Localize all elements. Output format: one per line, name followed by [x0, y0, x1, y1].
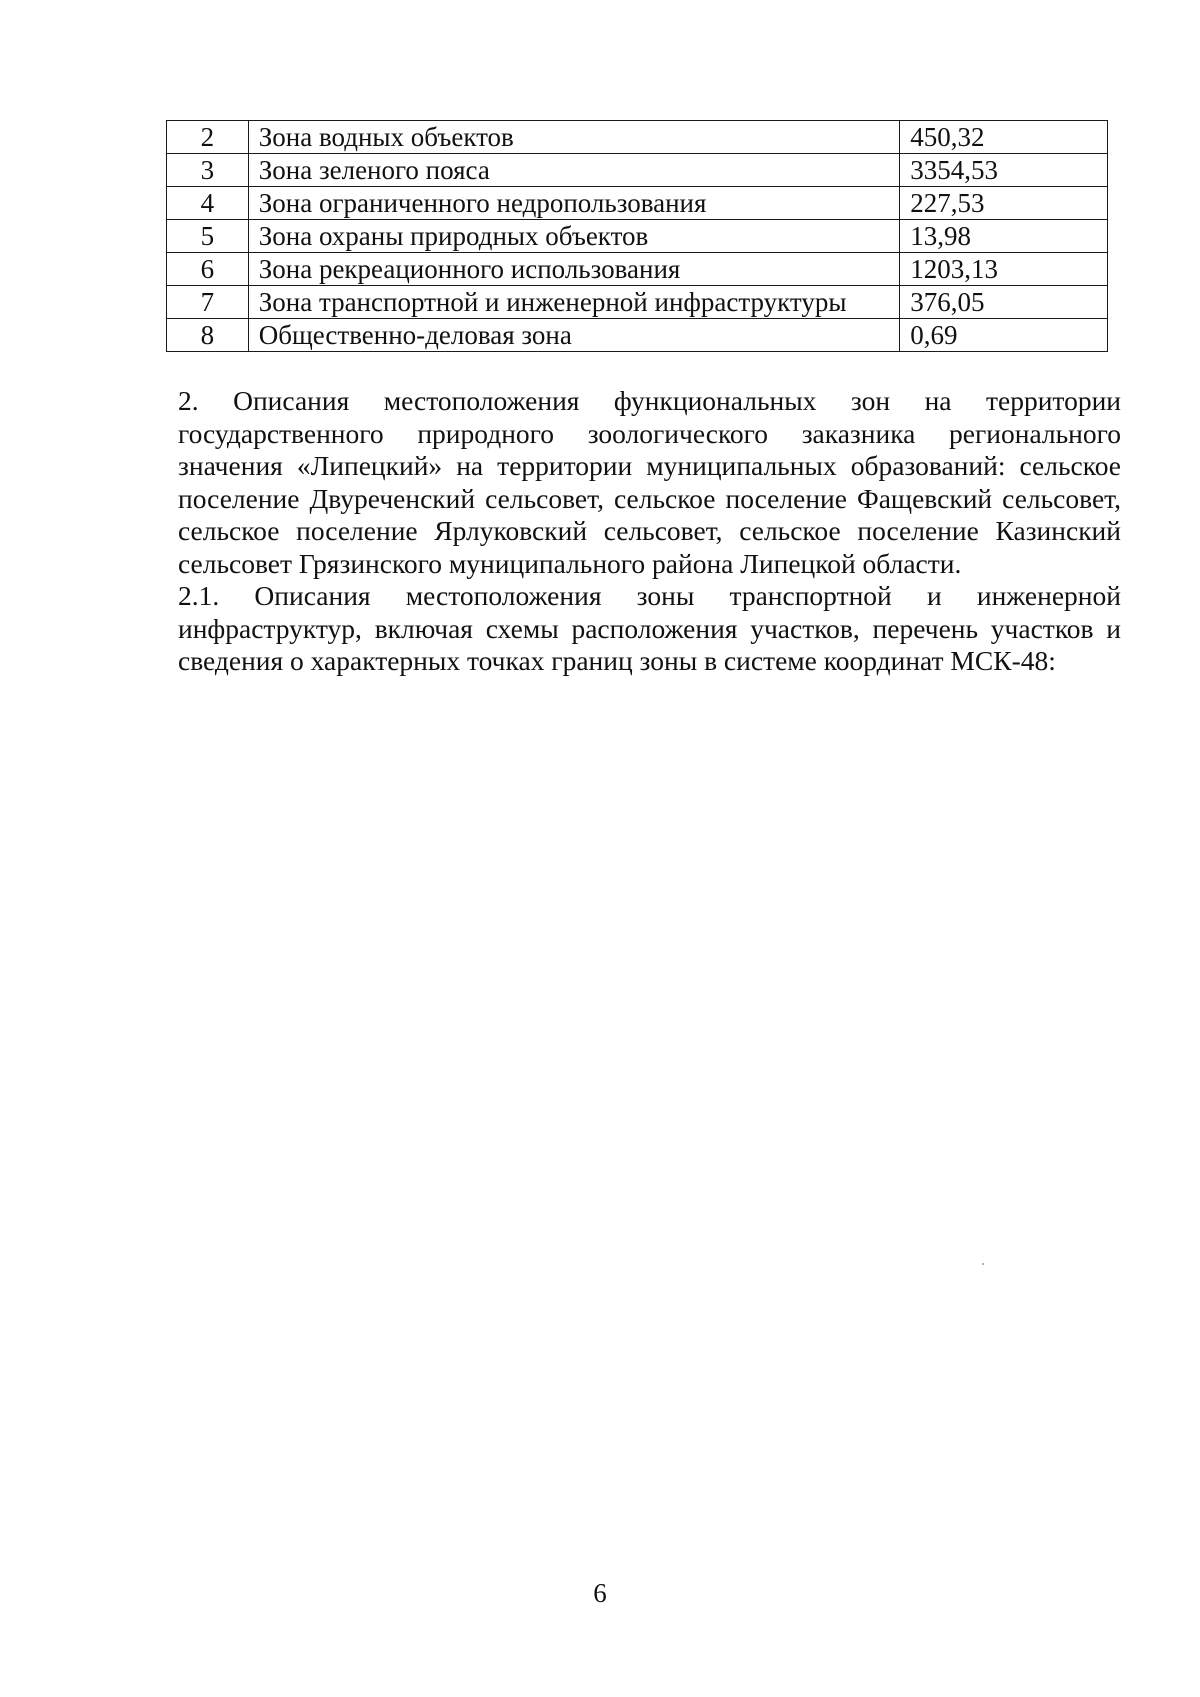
paragraph-zones-description: 2. Описания местоположения функциональных зон на территории государственного природного зоологического заказника регионального значения «Липецкий» на территории муниципальных образований: сельское поселение Двуреченский сельсовет, сельское поселение Фащевский сельсовет, сельское поселение Ярлуковский сельсовет, сельское поселение Казинский сельсовет Грязинского муниципального района Липецкой области. — [178, 385, 1121, 579]
row-number: 7 — [167, 286, 249, 319]
table-row — [167, 154, 1108, 187]
zone-area: 3354,53 — [900, 154, 1108, 187]
zone-area: 0,69 — [900, 319, 1108, 352]
zone-area: 13,98 — [900, 220, 1108, 253]
zone-area: 1203,13 — [900, 253, 1108, 286]
scan-speck — [982, 1263, 984, 1265]
zones-table — [166, 120, 1108, 352]
body-text — [178, 385, 1121, 678]
zone-area: 450,32 — [900, 121, 1108, 154]
row-number: 4 — [167, 187, 249, 220]
row-number: 3 — [167, 154, 249, 187]
table-row — [167, 220, 1108, 253]
zone-area: 376,05 — [900, 286, 1108, 319]
table-row — [167, 319, 1108, 352]
table-row — [167, 286, 1108, 319]
zone-area: 227,53 — [900, 187, 1108, 220]
paragraph-transport-zone: 2.1. Описания местоположения зоны транспортной и инженерной инфраструктур, включая схемы расположения участков, перечень участков и сведения о характерных точках границ зоны в системе координат МСК-48: — [178, 580, 1121, 676]
row-number: 8 — [167, 319, 249, 352]
zone-name: Зона рекреационного использования — [248, 253, 900, 286]
row-number: 2 — [167, 121, 249, 154]
row-number: 6 — [167, 253, 249, 286]
zone-name: Общественно-деловая зона — [248, 319, 900, 352]
row-number: 5 — [167, 220, 249, 253]
zone-name: Зона зеленого пояса — [248, 154, 900, 187]
zone-name: Зона ограниченного недропользования — [248, 187, 900, 220]
zone-name: Зона водных объектов — [248, 121, 900, 154]
table-row — [167, 121, 1108, 154]
zone-name: Зона транспортной и инженерной инфраструктуры — [248, 286, 900, 319]
page-number: 6 — [593, 1578, 607, 1608]
zone-name: Зона охраны природных объектов — [248, 220, 900, 253]
table-row — [167, 253, 1108, 286]
table-row — [167, 187, 1108, 220]
